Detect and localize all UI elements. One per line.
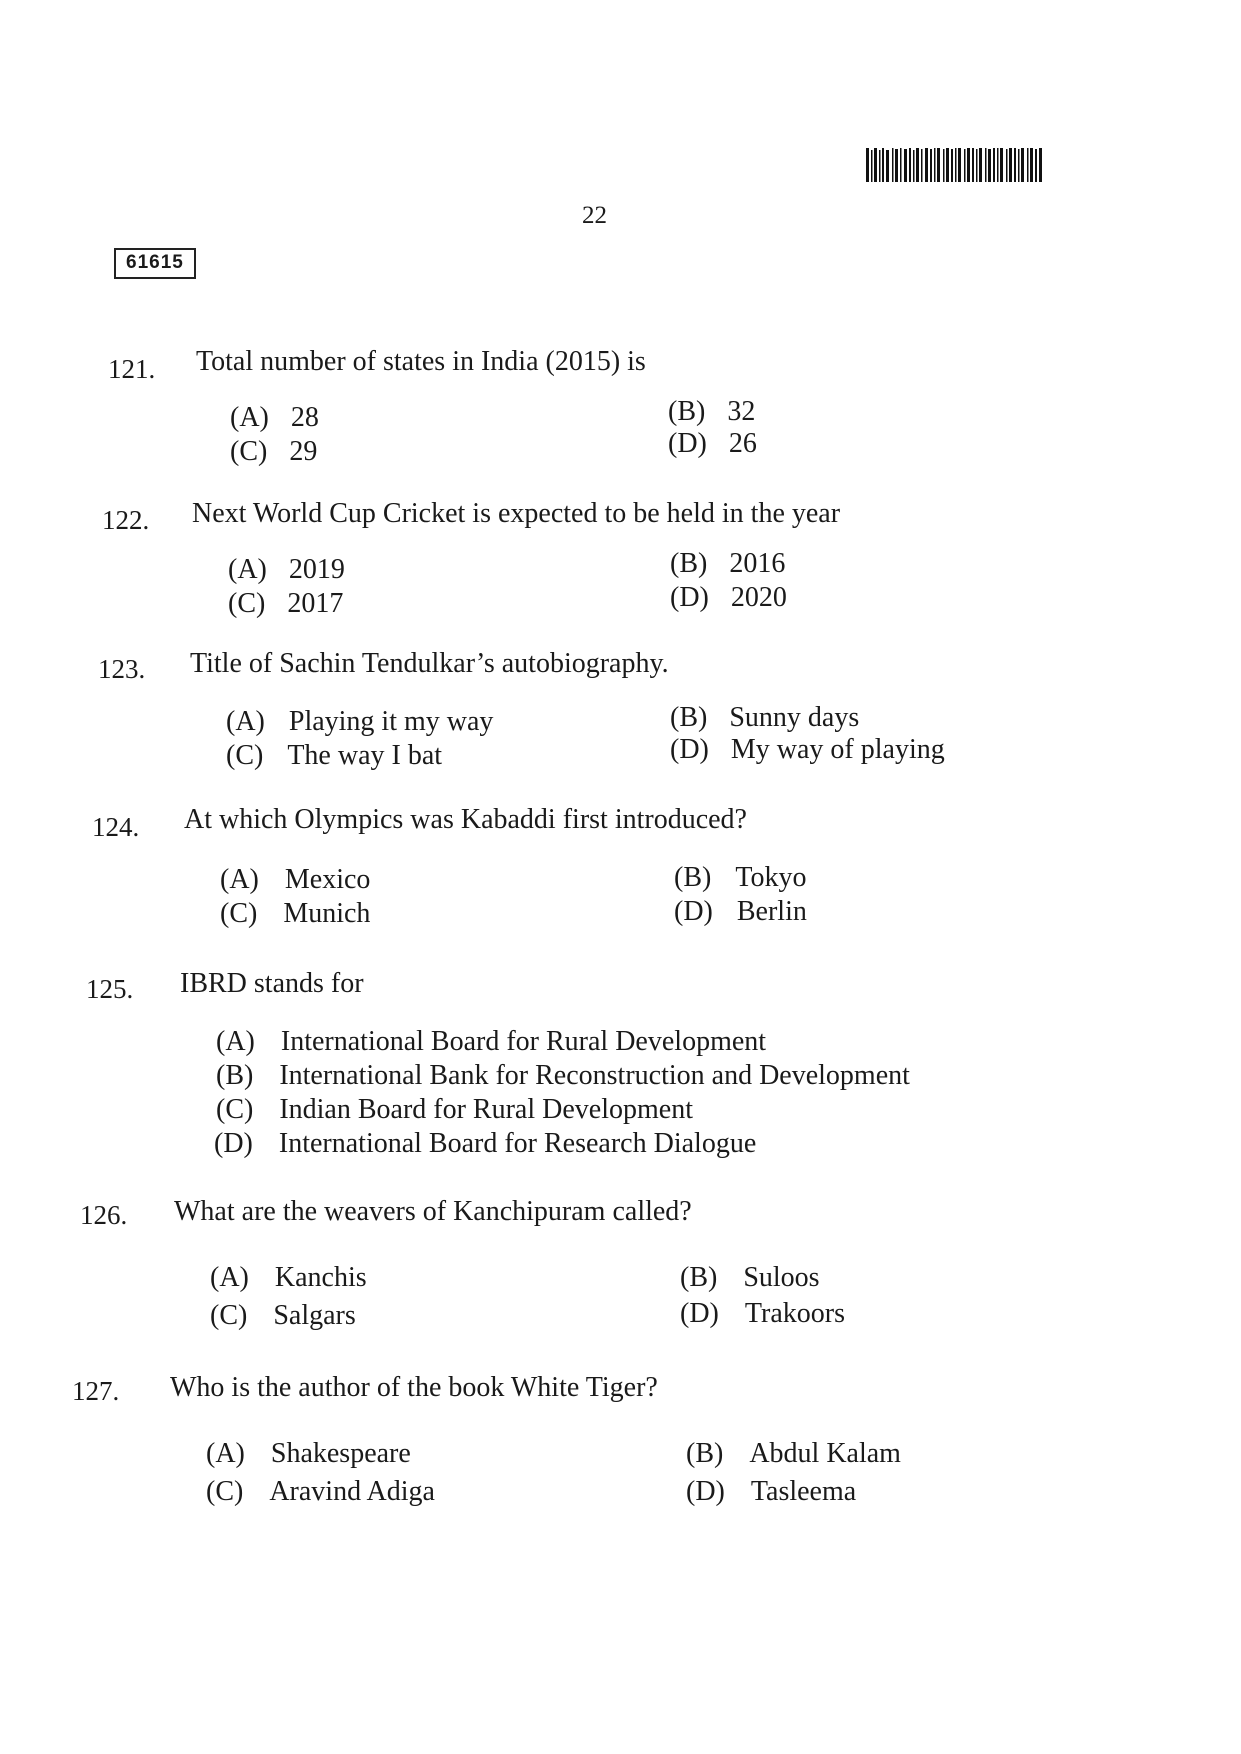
option-label: (A) <box>216 1026 255 1057</box>
question-number: 123. <box>98 654 146 684</box>
option-text: 2019 <box>288 554 345 585</box>
option-c <box>228 588 343 620</box>
option-label: (A) <box>210 1262 249 1293</box>
option-c <box>206 1476 435 1508</box>
option-a <box>220 864 370 896</box>
option-text: 28 <box>290 402 319 433</box>
option-label: (C) <box>226 740 264 771</box>
option-text: 2016 <box>729 548 786 579</box>
option-a <box>206 1438 411 1470</box>
barcode-image <box>866 146 1046 186</box>
option-label: (A) <box>206 1438 245 1469</box>
option-c <box>220 898 370 930</box>
option-text: Mexico <box>284 864 371 895</box>
option-text: Sunny days <box>729 702 860 733</box>
option-a <box>226 706 493 738</box>
option-b <box>668 396 755 428</box>
option-label: (C) <box>216 1094 254 1125</box>
option-text: Abdul Kalam <box>749 1438 901 1469</box>
option-d <box>668 428 757 460</box>
option-label: (D) <box>668 428 707 459</box>
option-label: (D) <box>670 734 709 765</box>
option-b <box>670 548 785 580</box>
option-label: (B) <box>670 548 708 579</box>
option-label: (B) <box>674 862 712 893</box>
option-text: Salgars <box>273 1300 356 1331</box>
option-label: (D) <box>680 1298 719 1329</box>
option-text: Aravind Adiga <box>269 1476 435 1507</box>
question-text: What are the weavers of Kanchipuram called? <box>174 1196 692 1227</box>
option-d <box>214 1128 756 1160</box>
option-c <box>226 740 442 772</box>
option-a <box>228 554 345 586</box>
option-label: (B) <box>670 702 708 733</box>
question-number: 125. <box>86 974 134 1004</box>
option-label: (B) <box>668 396 706 427</box>
option-text: 26 <box>728 428 757 459</box>
option-d <box>670 734 945 766</box>
option-text: International Board for Rural Development <box>280 1026 767 1057</box>
option-label: (D) <box>214 1128 253 1159</box>
option-text: 2020 <box>730 582 787 613</box>
question-text: IBRD stands for <box>180 968 364 999</box>
paper-code-box: 61615 <box>114 248 196 279</box>
question-text: Total number of states in India (2015) is <box>196 346 646 377</box>
option-label: (D) <box>674 896 713 927</box>
option-text: Tasleema <box>750 1476 857 1507</box>
option-label: (D) <box>686 1476 725 1507</box>
option-label: (C) <box>230 436 268 467</box>
option-b <box>680 1262 820 1294</box>
option-text: Berlin <box>736 896 807 927</box>
option-d <box>680 1298 845 1330</box>
option-text: 29 <box>289 436 318 467</box>
option-text: Trakoors <box>744 1298 845 1329</box>
option-d <box>670 582 787 614</box>
option-text: Playing it my way <box>288 706 494 737</box>
option-b <box>216 1060 910 1092</box>
question-number: 126. <box>80 1200 128 1230</box>
question-number: 121. <box>108 354 156 384</box>
option-b <box>670 702 859 734</box>
question-text: Title of Sachin Tendulkar’s autobiography. <box>190 648 669 679</box>
option-label: (A) <box>226 706 265 737</box>
option-text: 2017 <box>287 588 344 619</box>
question-number: 124. <box>92 812 140 842</box>
question-text: Next World Cup Cricket is expected to be held in the year <box>192 498 841 529</box>
page-number: 22 <box>582 202 607 229</box>
option-text: My way of playing <box>730 734 945 765</box>
option-label: (C) <box>206 1476 244 1507</box>
option-c <box>210 1300 356 1332</box>
option-text: Indian Board for Rural Development <box>279 1094 693 1125</box>
option-text: 32 <box>727 396 756 427</box>
option-a <box>210 1262 367 1294</box>
option-c <box>230 436 317 468</box>
question-text: At which Olympics was Kabaddi first introduced? <box>184 804 747 835</box>
option-label: (B) <box>680 1262 718 1293</box>
option-label: (B) <box>216 1060 254 1091</box>
option-label: (D) <box>670 582 709 613</box>
option-text: International Bank for Reconstruction and Development <box>279 1060 910 1091</box>
question-number: 127. <box>72 1376 120 1406</box>
question-number: 122. <box>102 505 150 535</box>
option-c <box>216 1094 693 1126</box>
option-text: Munich <box>283 898 371 929</box>
option-d <box>674 896 807 928</box>
option-label: (C) <box>228 588 266 619</box>
option-label: (A) <box>220 864 259 895</box>
option-b <box>686 1438 901 1470</box>
option-text: International Board for Research Dialogue <box>278 1128 757 1159</box>
option-d <box>686 1476 856 1508</box>
option-text: Tokyo <box>735 862 807 893</box>
option-text: Kanchis <box>274 1262 367 1293</box>
question-text: Who is the author of the book White Tiger? <box>170 1372 658 1403</box>
option-label: (B) <box>686 1438 724 1469</box>
option-b <box>674 862 806 894</box>
option-label: (C) <box>220 898 258 929</box>
option-label: (A) <box>228 554 267 585</box>
option-text: Suloos <box>743 1262 820 1293</box>
option-a <box>216 1026 766 1058</box>
option-text: Shakespeare <box>270 1438 411 1469</box>
option-label: (A) <box>230 402 269 433</box>
option-a <box>230 402 319 434</box>
option-label: (C) <box>210 1300 248 1331</box>
option-text: The way I bat <box>287 740 443 771</box>
